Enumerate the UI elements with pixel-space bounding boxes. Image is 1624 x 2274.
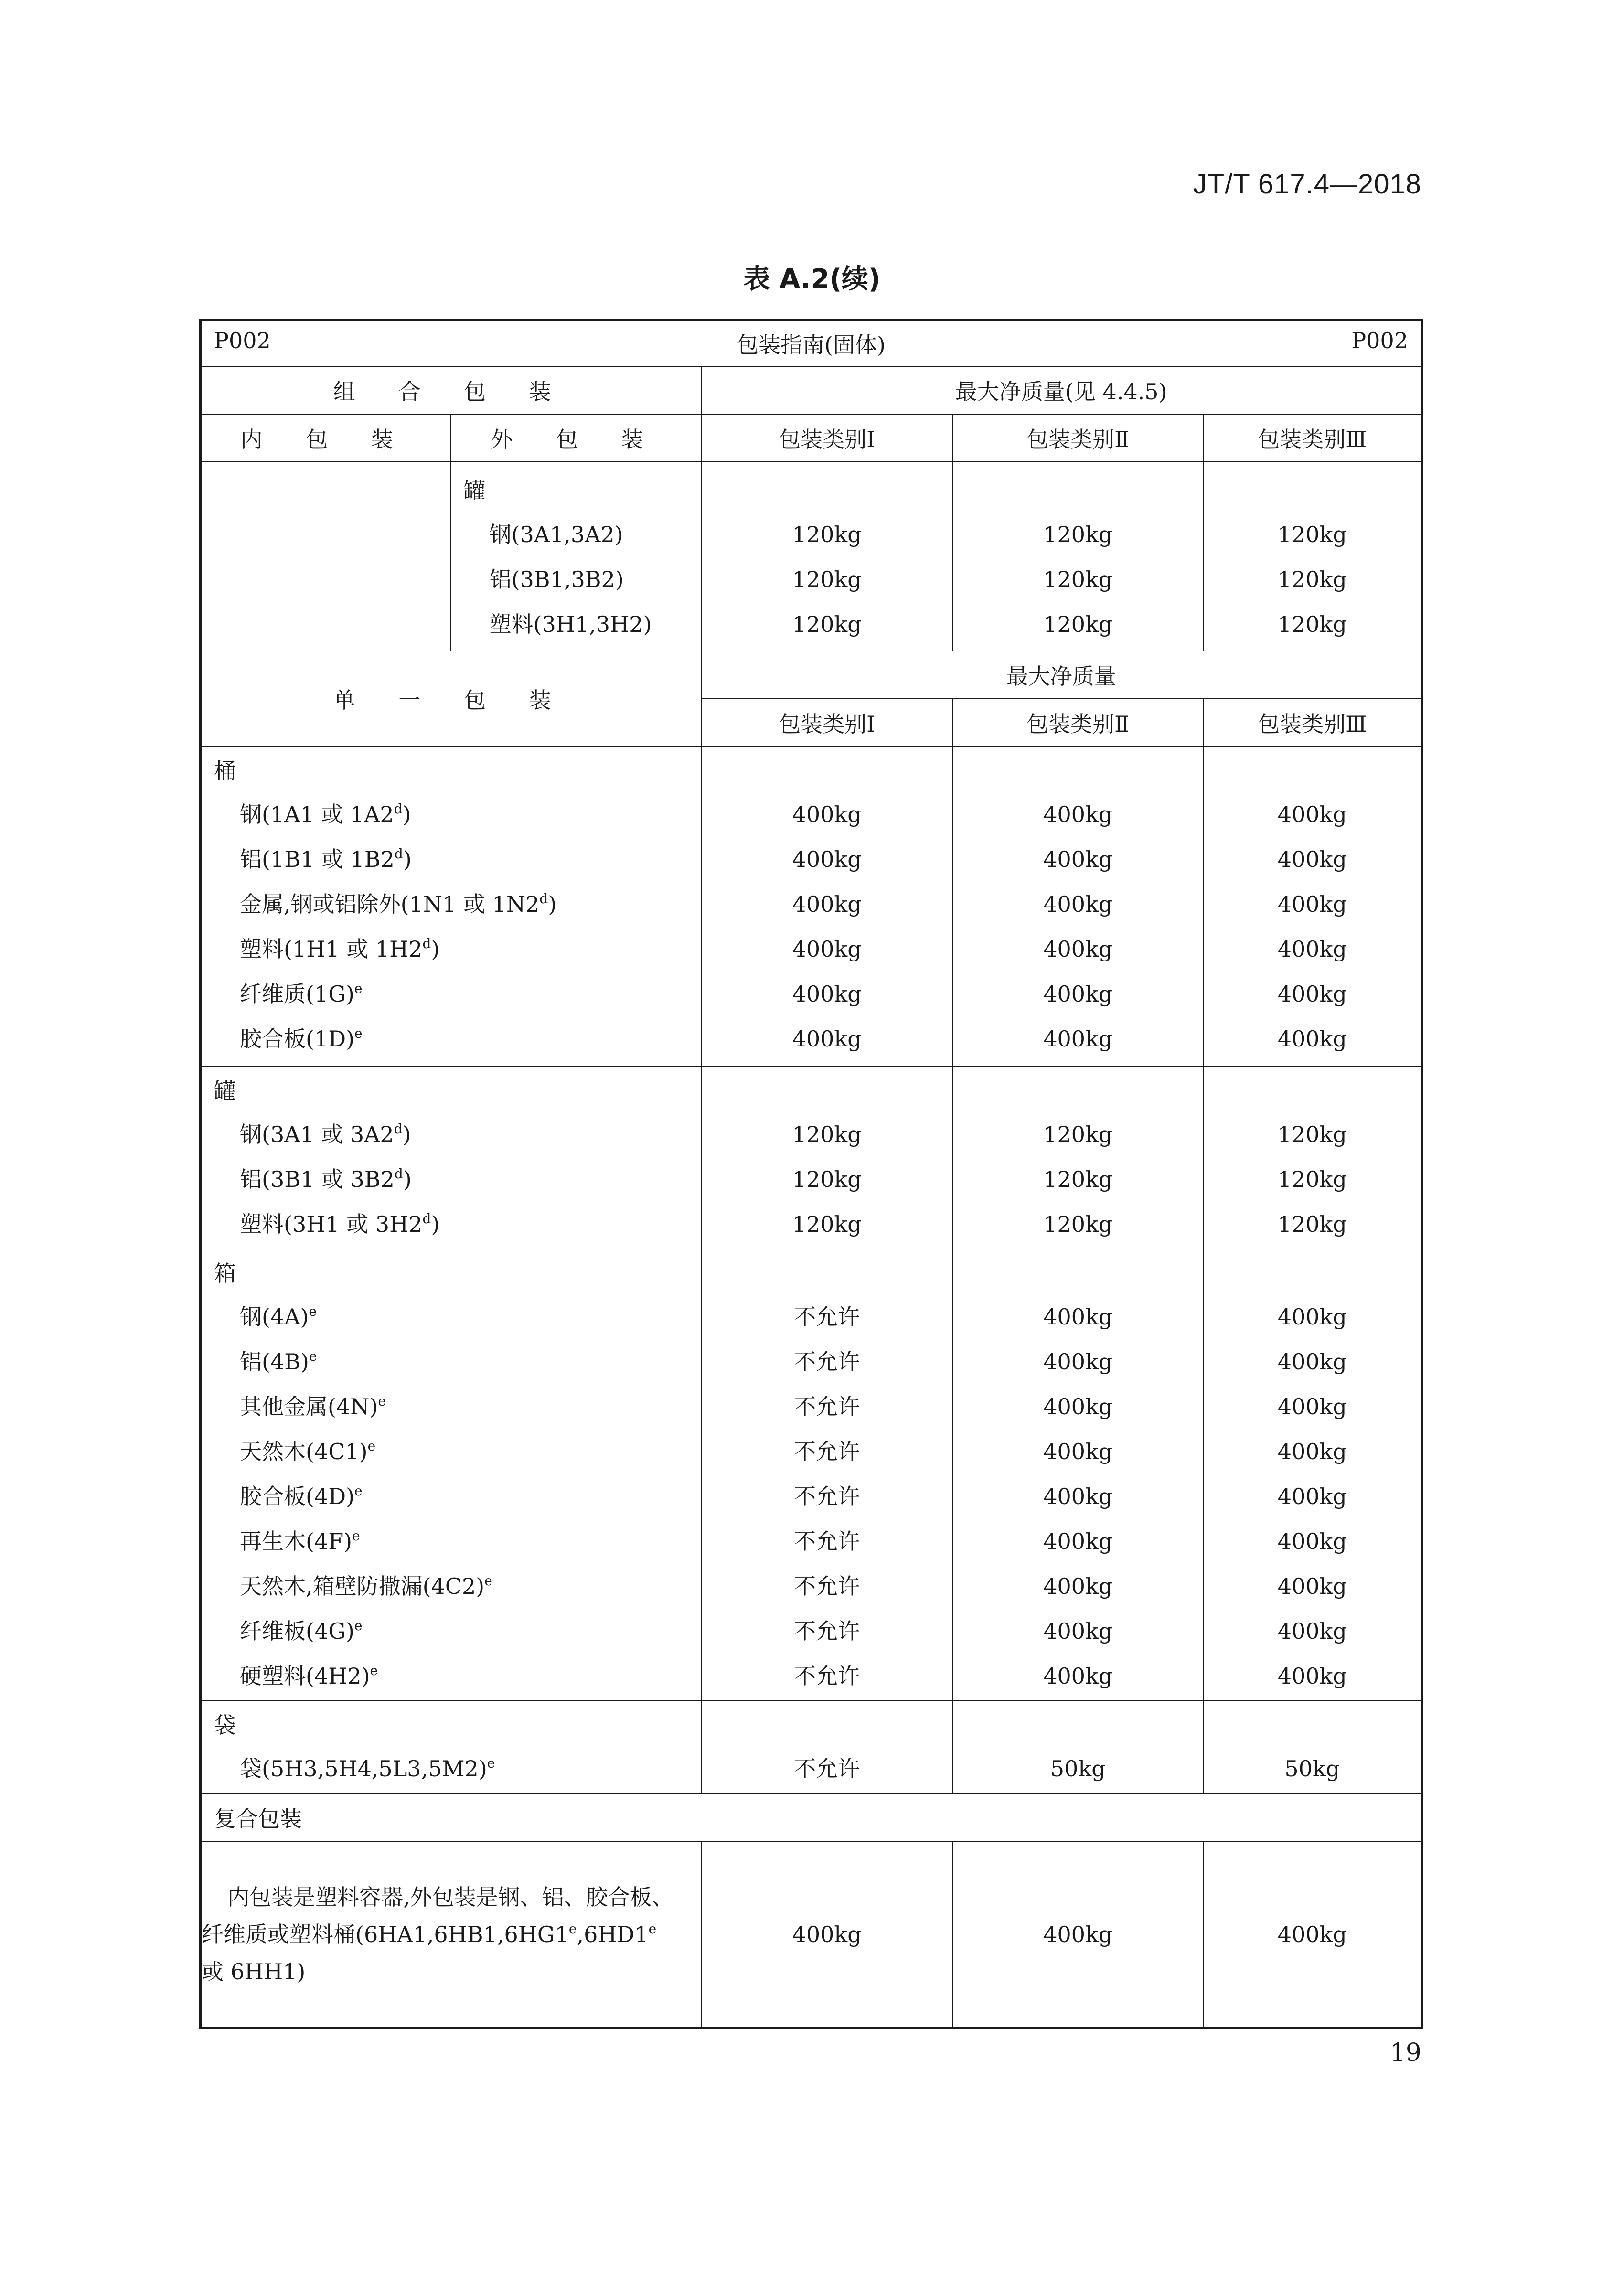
single-header-row [201,651,1422,699]
value-cell: 400kg [1277,801,1347,827]
single-item: 胶合板$(1D)^e$ [240,1025,363,1052]
page-number: 19 [1389,2039,1421,2067]
value-cell: 400kg [1277,1618,1347,1644]
single-item: 金属,钢或铝除外(1N1 或 1N2$^d$) [240,890,557,917]
value-cell: 400kg [1043,1528,1113,1554]
value-cell: 120kg [1277,521,1347,547]
value-cell: 400kg [1277,1528,1347,1554]
value-cell: 不允许 [794,1483,860,1509]
value-cell: 120kg [1277,1211,1347,1237]
value-cell: 400kg [952,1841,1204,2028]
value-cell: 不允许 [794,1528,860,1554]
composite-label: 复合包装 [201,1794,1422,1841]
value-cell: 400kg [792,801,862,827]
single-item: 天然木$(4C1)^e$ [240,1438,376,1464]
value-cell: 不允许 [794,1618,860,1644]
value-cell: 120kg [1043,566,1113,592]
single-item: 其他金属$(4N)^e$ [240,1393,386,1420]
value-cell: 400kg [1277,1348,1347,1375]
composite-description: 内包装是塑料容器,外包装是钢、铝、胶合板、 纤维质或塑料桶(6HA1,6HB1,6HG1e,6HD1e 或 6HH1) [201,1841,702,2028]
outer-item: 钢(3A1,3A2) [489,521,623,547]
value-cell: 400kg [792,846,862,872]
single-item: 胶合板$(4D)^e$ [240,1483,363,1509]
value-cell: 不允许 [794,1438,860,1464]
packing-instruction-table [199,319,1423,2029]
value-cell: 400kg [1277,1483,1347,1509]
value-cell: 50kg [1284,1755,1340,1782]
pg2-header: 包装类别Ⅱ [952,414,1204,462]
value-cell: 120kg [1043,1121,1113,1147]
pg1-header: 包装类别Ⅰ [701,699,952,747]
drums-block [201,747,1422,1067]
value-cell: 120kg [1043,1211,1113,1237]
jerricans-category: 罐 [214,1078,236,1104]
single-item: 纤维板$(4G)^e$ [240,1617,363,1644]
single-item: 铝(1B1 或 1B2$^d$) [240,845,412,872]
pg1-header: 包装类别Ⅰ [701,414,952,462]
value-cell: 120kg [1277,611,1347,637]
code-left: P002 [214,328,271,354]
combination-label: 组 合 包 装 [333,378,569,405]
value-cell: 400kg [1043,801,1113,827]
pg3-header: 包装类别Ⅲ [1204,414,1422,462]
bags-category: 袋 [214,1712,236,1738]
outer-item: 塑料(3H1,3H2) [489,611,652,637]
single-item: 硬塑料$(4H2)^e$ [240,1662,378,1689]
value-cell: 400kg [701,1841,952,2028]
value-cell: 400kg [1277,936,1347,962]
value-cell: 120kg [792,521,862,547]
standard-code: JT/T 617.4—2018 [1193,169,1421,200]
value-cell: 120kg [1277,566,1347,592]
value-cell: 120kg [792,1166,862,1192]
outer-packaging-label: 外 包 装 [491,426,662,452]
value-cell: 不允许 [794,1663,860,1689]
boxes-category: 箱 [214,1260,236,1286]
table-title: 包装指南(固体) [737,332,886,358]
value-cell: 120kg [1043,1166,1113,1192]
composite-row [201,1841,1422,2028]
outer-item: 铝(3B1,3B2) [489,566,624,592]
value-cell: 400kg [1043,846,1113,872]
value-cell: 400kg [792,891,862,917]
value-cell: 120kg [792,1121,862,1147]
value-cell: 400kg [1043,1303,1113,1330]
value-cell: 400kg [792,981,862,1007]
single-item: 钢(1A1 或 1A2$^d$) [240,801,411,827]
value-cell: 400kg [1277,1025,1347,1052]
value-cell: 400kg [1043,1618,1113,1644]
value-cell: 不允许 [794,1303,860,1330]
single-item: 天然木,箱壁防撒漏$(4C2)^e$ [240,1572,492,1599]
value-cell: 400kg [1043,1483,1113,1509]
pg2-header: 包装类别Ⅱ [952,699,1204,747]
value-cell: 50kg [1050,1755,1106,1782]
value-cell: 400kg [1043,1438,1113,1464]
jerricans-block [201,1067,1422,1249]
value-cell: 不允许 [794,1755,860,1782]
value-cell: 400kg [1043,1573,1113,1599]
column-header-row [201,414,1422,462]
single-item: 再生木$(4F)^e$ [240,1527,360,1554]
value-cell: 400kg [1277,1663,1347,1689]
combination-header-row [201,366,1422,414]
value-cell: 400kg [1277,846,1347,872]
boxes-block [201,1249,1422,1701]
single-item: 钢(3A1 或 3A2$^d$) [240,1121,411,1147]
combination-jerrican-block [201,462,1422,651]
value-cell: 400kg [1043,1663,1113,1689]
single-item: 塑料(1H1 或 1H2$^d$) [240,935,440,962]
value-cell: 不允许 [794,1393,860,1420]
single-packaging-label: 单 一 包 装 [333,687,569,713]
value-cell: 120kg [1043,521,1113,547]
value-cell: 400kg [1277,1573,1347,1599]
value-cell: 120kg [1043,611,1113,637]
value-cell: 400kg [792,1025,862,1052]
max-net-mass: 最大净质量 [701,651,1421,699]
single-item: 塑料(3H1 或 3H2$^d$) [240,1210,440,1237]
composite-header-row [201,1794,1422,1841]
single-item: 铝(3B1 或 3B2$^d$) [240,1165,412,1192]
value-cell: 不允许 [794,1573,860,1599]
value-cell: 400kg [1043,1393,1113,1420]
value-cell: 120kg [1277,1121,1347,1147]
pg3-header: 包装类别Ⅲ [1204,699,1422,747]
value-cell: 400kg [1043,1025,1113,1052]
value-cell: 400kg [1277,1438,1347,1464]
value-cell: 400kg [1043,936,1113,962]
value-cell: 400kg [1277,1303,1347,1330]
value-cell: 400kg [1277,981,1347,1007]
value-cell: 400kg [1277,1393,1347,1420]
value-cell: 400kg [1277,891,1347,917]
value-cell: 400kg [1204,1841,1422,2028]
value-cell: 120kg [792,1211,862,1237]
max-net-mass-ref: 最大净质量(见 4.4.5) [701,366,1421,414]
drums-category: 桶 [214,758,236,784]
combination-category: 罐 [463,477,486,503]
value-cell: 120kg [1277,1166,1347,1192]
bags-block [201,1701,1422,1794]
value-cell: 400kg [1043,981,1113,1007]
inner-packaging-label: 内 包 装 [240,426,411,452]
single-item: 纤维质$(1G)^e$ [240,980,363,1007]
value-cell: 120kg [792,611,862,637]
single-item: 铝$(4B)^e$ [240,1348,317,1375]
table-caption: 表 A.2(续) [743,264,881,295]
value-cell: 400kg [1043,1348,1113,1375]
value-cell: 400kg [1043,891,1113,917]
single-item: 袋$(5H3,5H4,5L3,5M2)^e$ [240,1755,495,1782]
value-cell: 400kg [792,936,862,962]
value-cell: 不允许 [794,1348,860,1375]
single-item: 钢$(4A)^e$ [240,1303,317,1330]
table-title-row [201,320,1422,366]
code-right: P002 [1351,328,1408,354]
value-cell: 120kg [792,566,862,592]
